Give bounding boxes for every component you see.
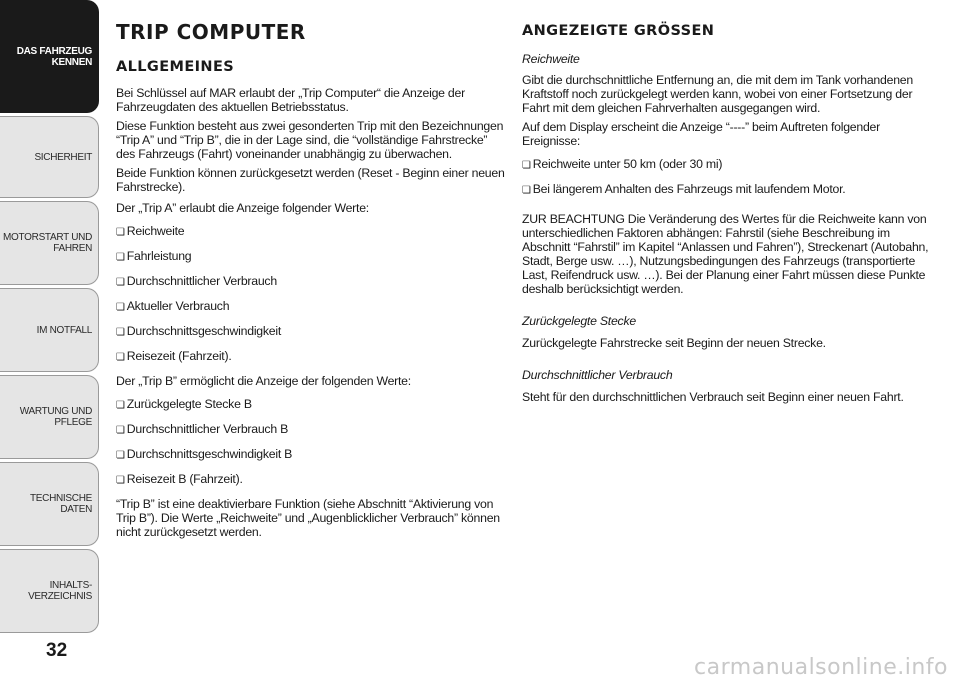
list-item: ❏ Reichweite unter 50 km (oder 30 mi) <box>522 157 932 173</box>
paragraph: Der „Trip B” ermöglicht die Anzeige der folgenden Werte: <box>116 374 411 388</box>
list-item: ❏ Fahrleistung <box>116 249 506 265</box>
tab-motorstart-und-fahren[interactable] <box>0 201 99 285</box>
tab-label: IM NOTFALL <box>36 324 92 336</box>
tab-das-fahrzeug-kennen[interactable] <box>0 0 99 113</box>
paragraph: “Trip B” ist eine deaktivierbare Funktion (siehe Abschnitt “Aktivierung von Trip B”). Die Werte „Reichweite” und „Augenblicklicher Verbrauch” können nicht zurückgesetzt werden. <box>116 497 500 539</box>
tab-label: DAS FAHRZEUG KENNEN <box>16 45 92 68</box>
tab-sicherheit[interactable] <box>0 116 99 198</box>
tab-label: WARTUNG UND PFLEGE <box>19 406 92 428</box>
tab-label: MOTORSTART UND FAHREN <box>3 232 92 254</box>
left-column <box>116 0 506 539</box>
page-number: 32 <box>46 640 68 661</box>
list-item: ❏ Reisezeit B (Fahrzeit). <box>116 472 506 488</box>
tab-inhaltsverzeichnis[interactable] <box>0 549 99 633</box>
subheading: Zurückgelegte Stecke <box>522 314 636 328</box>
list-item: ❏ Reichweite <box>116 224 506 240</box>
tab-im-notfall[interactable] <box>0 288 99 372</box>
list-item: ❏ Bei längerem Anhalten des Fahrzeugs mit laufendem Motor. <box>522 182 932 198</box>
paragraph: Diese Funktion besteht aus zwei gesonderten Trip mit den Bezeichnungen “Trip A” und “Trip B”, die in der Lage sind, die “vollständige Fahrstrecke” des Fahrzeugs (Fahrt) voneinander unabhängig zu überwachen. <box>116 119 504 161</box>
paragraph: Steht für den durchschnittlichen Verbrauch seit Beginn einer neuen Fahrt. <box>522 390 904 404</box>
tab-label: SICHERHEIT <box>34 151 92 163</box>
list-item: ❏ Durchschnittsgeschwindigkeit <box>116 324 506 340</box>
section-heading: ALLGEMEINES <box>116 59 235 75</box>
page-title: TRIP COMPUTER <box>116 20 306 44</box>
list-item: ❏ Durchschnittlicher Verbrauch B <box>116 422 506 438</box>
section-heading: ANGEZEIGTE GRÖSSEN <box>522 23 715 39</box>
paragraph: Gibt die durchschnittliche Entfernung an, die mit dem im Tank vorhandenen Kraftstoff noch zurückgelegt werden kann, wobei von einer Fortsetzung der Fahrt mit dem gleichen Fahrverhalten ausgegangen wird. <box>522 73 913 115</box>
list-item: ❏ Zurückgelegte Stecke B <box>116 397 506 413</box>
list-item: ❏ Durchschnittsgeschwindigkeit B <box>116 447 506 463</box>
paragraph: Beide Funktion können zurückgesetzt werden (Reset - Beginn einer neuen Fahrstrecke). <box>116 166 505 194</box>
paragraph: Bei Schlüssel auf MAR erlaubt der „Trip Computer“ die Anzeige der Fahrzeugdaten des aktuellen Betriebsstatus. <box>116 86 465 114</box>
subheading: Durchschnittlicher Verbrauch <box>522 368 673 382</box>
watermark: carmanualsonline.info <box>694 655 948 680</box>
list-item: ❏ Durchschnittlicher Verbrauch <box>116 274 506 290</box>
tab-technische-daten[interactable] <box>0 462 99 546</box>
tab-wartung-und-pflege[interactable] <box>0 375 99 459</box>
paragraph: Der „Trip A” erlaubt die Anzeige folgender Werte: <box>116 201 369 215</box>
subheading: Reichweite <box>522 52 580 66</box>
paragraph: Zurückgelegte Fahrstrecke seit Beginn der neuen Strecke. <box>522 336 826 350</box>
paragraph: Auf dem Display erscheint die Anzeige “----” beim Auftreten folgender Ereignisse: <box>522 120 880 148</box>
tab-label: TECHNISCHE DATEN <box>29 493 92 515</box>
list-item: ❏ Reisezeit (Fahrzeit). <box>116 349 506 365</box>
list-item: ❏ Aktueller Verbrauch <box>116 299 506 315</box>
right-column <box>522 0 932 404</box>
tab-label: INHALTS- VERZEICHNIS <box>28 580 92 602</box>
note-paragraph: ZUR BEACHTUNG Die Veränderung des Wertes für die Reichweite kann von unterschiedlichen Faktoren abhängen: Fahrstil (siehe Beschreibung im Abschnitt “Fahrstil” im Kapitel “Anlassen und Fahren”), Streckenart (Autobahn, Stadt, Berge usw. …), Nutzungsbedingungen des Fahrzeugs (transportierte Last, Reifendruck usw. …). Bei der Planung einer Fahrt müssen diese Punkte deshalb berücksichtigt werden. <box>522 212 929 296</box>
